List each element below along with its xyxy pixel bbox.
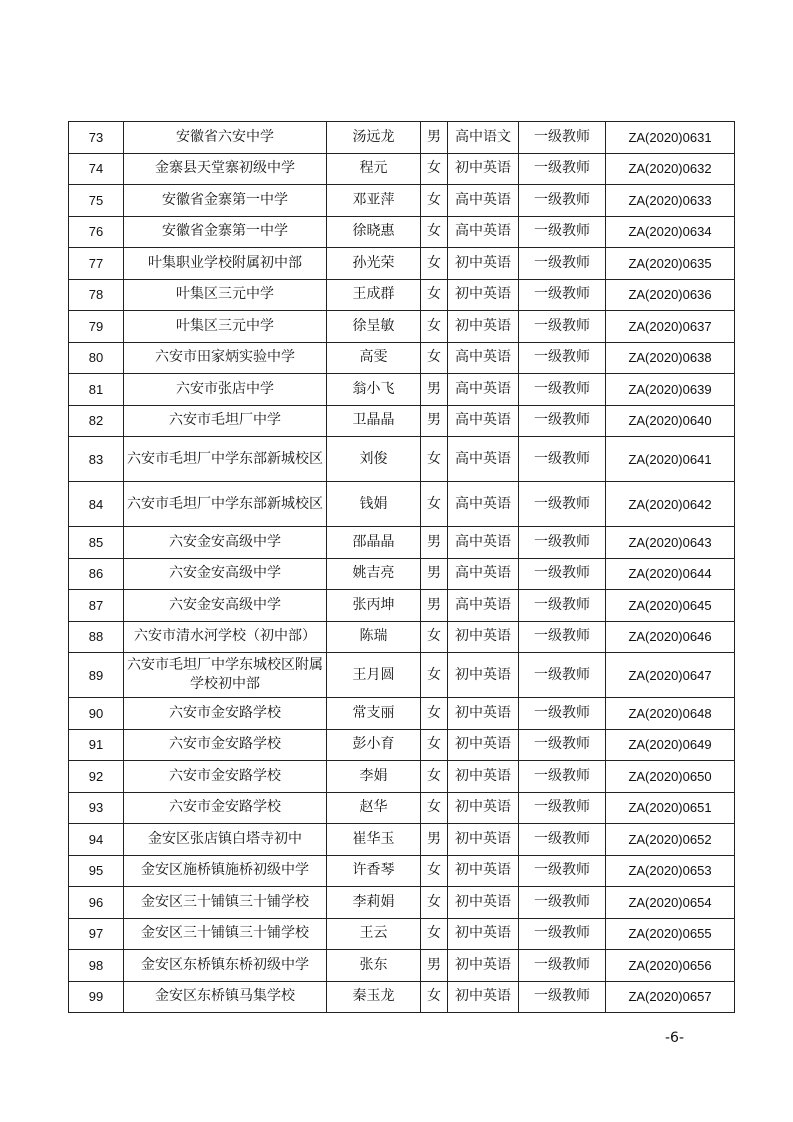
certificate-code-cell: ZA(2020)0639 xyxy=(606,374,735,406)
school-name-cell: 六安市毛坦厂中学 xyxy=(124,405,327,437)
gender-cell: 男 xyxy=(421,590,448,622)
row-number-cell: 74 xyxy=(69,153,124,185)
certificate-code-cell: ZA(2020)0650 xyxy=(606,761,735,793)
table-row xyxy=(69,855,735,887)
row-number-cell: 93 xyxy=(69,792,124,824)
table-row xyxy=(69,185,735,217)
row-number-cell: 73 xyxy=(69,122,124,154)
teacher-name-cell: 翁小飞 xyxy=(327,374,421,406)
row-number-cell: 88 xyxy=(69,621,124,653)
gender-cell: 女 xyxy=(421,185,448,217)
subject-cell: 初中英语 xyxy=(448,981,519,1013)
certificate-code-cell: ZA(2020)0652 xyxy=(606,824,735,856)
row-number-cell: 84 xyxy=(69,482,124,527)
subject-cell: 初中英语 xyxy=(448,153,519,185)
table-row xyxy=(69,761,735,793)
table-row xyxy=(69,950,735,982)
title-level-cell: 一级教师 xyxy=(519,761,606,793)
certificate-code-cell: ZA(2020)0649 xyxy=(606,729,735,761)
school-name-cell: 金安区三十铺镇三十铺学校 xyxy=(124,918,327,950)
table-row xyxy=(69,437,735,482)
subject-cell: 高中英语 xyxy=(448,405,519,437)
school-name-cell: 金安区三十铺镇三十铺学校 xyxy=(124,887,327,919)
school-name-cell: 六安金安高级中学 xyxy=(124,590,327,622)
subject-cell: 初中英语 xyxy=(448,761,519,793)
table-row xyxy=(69,216,735,248)
teacher-name-cell: 陈瑞 xyxy=(327,621,421,653)
gender-cell: 女 xyxy=(421,698,448,730)
teacher-name-cell: 徐晓惠 xyxy=(327,216,421,248)
row-number-cell: 91 xyxy=(69,729,124,761)
row-number-cell: 85 xyxy=(69,527,124,559)
title-level-cell: 一级教师 xyxy=(519,279,606,311)
title-level-cell: 一级教师 xyxy=(519,621,606,653)
school-name-cell: 六安市金安路学校 xyxy=(124,761,327,793)
gender-cell: 男 xyxy=(421,405,448,437)
teacher-name-cell: 姚吉亮 xyxy=(327,558,421,590)
subject-cell: 初中英语 xyxy=(448,653,519,698)
table-row xyxy=(69,981,735,1013)
gender-cell: 男 xyxy=(421,527,448,559)
row-number-cell: 92 xyxy=(69,761,124,793)
subject-cell: 高中英语 xyxy=(448,558,519,590)
teacher-name-cell: 许香琴 xyxy=(327,855,421,887)
school-name-cell: 六安金安高级中学 xyxy=(124,527,327,559)
teacher-name-cell: 李莉娟 xyxy=(327,887,421,919)
school-name-cell: 叶集职业学校附属初中部 xyxy=(124,248,327,280)
gender-cell: 女 xyxy=(421,216,448,248)
certificate-code-cell: ZA(2020)0635 xyxy=(606,248,735,280)
table-row xyxy=(69,918,735,950)
table-row xyxy=(69,729,735,761)
subject-cell: 初中英语 xyxy=(448,824,519,856)
teacher-roster-table xyxy=(68,121,735,1013)
teacher-name-cell: 孙光荣 xyxy=(327,248,421,280)
title-level-cell: 一级教师 xyxy=(519,981,606,1013)
subject-cell: 高中英语 xyxy=(448,216,519,248)
school-name-cell: 六安市毛坦厂中学东部新城校区 xyxy=(124,482,327,527)
teacher-name-cell: 邵晶晶 xyxy=(327,527,421,559)
certificate-code-cell: ZA(2020)0642 xyxy=(606,482,735,527)
certificate-code-cell: ZA(2020)0633 xyxy=(606,185,735,217)
certificate-code-cell: ZA(2020)0653 xyxy=(606,855,735,887)
school-name-cell: 金安区东桥镇马集学校 xyxy=(124,981,327,1013)
gender-cell: 女 xyxy=(421,729,448,761)
title-level-cell: 一级教师 xyxy=(519,153,606,185)
school-name-cell: 金安区施桥镇施桥初级中学 xyxy=(124,855,327,887)
row-number-cell: 83 xyxy=(69,437,124,482)
row-number-cell: 95 xyxy=(69,855,124,887)
teacher-name-cell: 彭小育 xyxy=(327,729,421,761)
gender-cell: 女 xyxy=(421,761,448,793)
gender-cell: 女 xyxy=(421,153,448,185)
table-row xyxy=(69,279,735,311)
certificate-code-cell: ZA(2020)0631 xyxy=(606,122,735,154)
title-level-cell: 一级教师 xyxy=(519,216,606,248)
certificate-code-cell: ZA(2020)0647 xyxy=(606,653,735,698)
school-name-cell: 安徽省金寨第一中学 xyxy=(124,216,327,248)
title-level-cell: 一级教师 xyxy=(519,342,606,374)
title-level-cell: 一级教师 xyxy=(519,437,606,482)
row-number-cell: 77 xyxy=(69,248,124,280)
title-level-cell: 一级教师 xyxy=(519,887,606,919)
subject-cell: 初中英语 xyxy=(448,918,519,950)
row-number-cell: 86 xyxy=(69,558,124,590)
gender-cell: 女 xyxy=(421,855,448,887)
subject-cell: 高中英语 xyxy=(448,590,519,622)
teacher-name-cell: 秦玉龙 xyxy=(327,981,421,1013)
table-row xyxy=(69,482,735,527)
title-level-cell: 一级教师 xyxy=(519,653,606,698)
gender-cell: 男 xyxy=(421,558,448,590)
row-number-cell: 80 xyxy=(69,342,124,374)
subject-cell: 初中英语 xyxy=(448,248,519,280)
gender-cell: 女 xyxy=(421,482,448,527)
certificate-code-cell: ZA(2020)0648 xyxy=(606,698,735,730)
title-level-cell: 一级教师 xyxy=(519,950,606,982)
title-level-cell: 一级教师 xyxy=(519,248,606,280)
table-row xyxy=(69,792,735,824)
certificate-code-cell: ZA(2020)0656 xyxy=(606,950,735,982)
subject-cell: 高中英语 xyxy=(448,527,519,559)
school-name-cell: 叶集区三元中学 xyxy=(124,279,327,311)
teacher-name-cell: 张东 xyxy=(327,950,421,982)
title-level-cell: 一级教师 xyxy=(519,855,606,887)
teacher-name-cell: 程元 xyxy=(327,153,421,185)
subject-cell: 初中英语 xyxy=(448,855,519,887)
table-row xyxy=(69,311,735,343)
page-number: -6- xyxy=(665,1030,685,1046)
gender-cell: 女 xyxy=(421,342,448,374)
teacher-name-cell: 卫晶晶 xyxy=(327,405,421,437)
row-number-cell: 82 xyxy=(69,405,124,437)
row-number-cell: 90 xyxy=(69,698,124,730)
gender-cell: 女 xyxy=(421,918,448,950)
title-level-cell: 一级教师 xyxy=(519,405,606,437)
school-name-cell: 安徽省六安中学 xyxy=(124,122,327,154)
gender-cell: 女 xyxy=(421,653,448,698)
gender-cell: 男 xyxy=(421,374,448,406)
table-row xyxy=(69,122,735,154)
title-level-cell: 一级教师 xyxy=(519,729,606,761)
school-name-cell: 六安市张店中学 xyxy=(124,374,327,406)
table-row xyxy=(69,405,735,437)
teacher-name-cell: 刘俊 xyxy=(327,437,421,482)
title-level-cell: 一级教师 xyxy=(519,527,606,559)
row-number-cell: 89 xyxy=(69,653,124,698)
gender-cell: 女 xyxy=(421,887,448,919)
title-level-cell: 一级教师 xyxy=(519,482,606,527)
certificate-code-cell: ZA(2020)0638 xyxy=(606,342,735,374)
subject-cell: 高中英语 xyxy=(448,342,519,374)
gender-cell: 女 xyxy=(421,311,448,343)
subject-cell: 初中英语 xyxy=(448,792,519,824)
subject-cell: 初中英语 xyxy=(448,621,519,653)
school-name-cell: 六安市金安路学校 xyxy=(124,698,327,730)
row-number-cell: 75 xyxy=(69,185,124,217)
row-number-cell: 94 xyxy=(69,824,124,856)
subject-cell: 初中英语 xyxy=(448,729,519,761)
title-level-cell: 一级教师 xyxy=(519,590,606,622)
teacher-name-cell: 汤远龙 xyxy=(327,122,421,154)
title-level-cell: 一级教师 xyxy=(519,698,606,730)
title-level-cell: 一级教师 xyxy=(519,122,606,154)
table-row xyxy=(69,527,735,559)
teacher-name-cell: 高雯 xyxy=(327,342,421,374)
certificate-code-cell: ZA(2020)0654 xyxy=(606,887,735,919)
teacher-name-cell: 王云 xyxy=(327,918,421,950)
certificate-code-cell: ZA(2020)0655 xyxy=(606,918,735,950)
table-row xyxy=(69,824,735,856)
table-row xyxy=(69,621,735,653)
row-number-cell: 81 xyxy=(69,374,124,406)
gender-cell: 男 xyxy=(421,950,448,982)
gender-cell: 男 xyxy=(421,122,448,154)
certificate-code-cell: ZA(2020)0637 xyxy=(606,311,735,343)
teacher-name-cell: 王月圆 xyxy=(327,653,421,698)
school-name-cell: 安徽省金寨第一中学 xyxy=(124,185,327,217)
subject-cell: 初中英语 xyxy=(448,279,519,311)
subject-cell: 高中英语 xyxy=(448,374,519,406)
school-name-cell: 六安金安高级中学 xyxy=(124,558,327,590)
school-name-cell: 叶集区三元中学 xyxy=(124,311,327,343)
gender-cell: 女 xyxy=(421,248,448,280)
table-row xyxy=(69,342,735,374)
certificate-code-cell: ZA(2020)0645 xyxy=(606,590,735,622)
gender-cell: 女 xyxy=(421,621,448,653)
teacher-name-cell: 常支丽 xyxy=(327,698,421,730)
table-row xyxy=(69,698,735,730)
title-level-cell: 一级教师 xyxy=(519,558,606,590)
table-row xyxy=(69,248,735,280)
teacher-name-cell: 王成群 xyxy=(327,279,421,311)
table-row xyxy=(69,653,735,698)
school-name-cell: 六安市金安路学校 xyxy=(124,729,327,761)
row-number-cell: 97 xyxy=(69,918,124,950)
gender-cell: 女 xyxy=(421,279,448,311)
school-name-cell: 六安市毛坦厂中学东城校区附属学校初中部 xyxy=(124,653,327,698)
teacher-name-cell: 邓亚萍 xyxy=(327,185,421,217)
teacher-name-cell: 崔华玉 xyxy=(327,824,421,856)
gender-cell: 男 xyxy=(421,824,448,856)
certificate-code-cell: ZA(2020)0634 xyxy=(606,216,735,248)
teacher-name-cell: 赵华 xyxy=(327,792,421,824)
certificate-code-cell: ZA(2020)0632 xyxy=(606,153,735,185)
table-row xyxy=(69,558,735,590)
teacher-name-cell: 张丙坤 xyxy=(327,590,421,622)
row-number-cell: 96 xyxy=(69,887,124,919)
subject-cell: 高中英语 xyxy=(448,482,519,527)
school-name-cell: 金安区张店镇白塔寺初中 xyxy=(124,824,327,856)
school-name-cell: 六安市田家炳实验中学 xyxy=(124,342,327,374)
table-row xyxy=(69,153,735,185)
gender-cell: 女 xyxy=(421,981,448,1013)
row-number-cell: 98 xyxy=(69,950,124,982)
title-level-cell: 一级教师 xyxy=(519,374,606,406)
certificate-code-cell: ZA(2020)0643 xyxy=(606,527,735,559)
certificate-code-cell: ZA(2020)0657 xyxy=(606,981,735,1013)
subject-cell: 高中英语 xyxy=(448,185,519,217)
certificate-code-cell: ZA(2020)0636 xyxy=(606,279,735,311)
title-level-cell: 一级教师 xyxy=(519,185,606,217)
certificate-code-cell: ZA(2020)0641 xyxy=(606,437,735,482)
certificate-code-cell: ZA(2020)0644 xyxy=(606,558,735,590)
certificate-code-cell: ZA(2020)0651 xyxy=(606,792,735,824)
table-row xyxy=(69,887,735,919)
title-level-cell: 一级教师 xyxy=(519,824,606,856)
table-row xyxy=(69,374,735,406)
certificate-code-cell: ZA(2020)0646 xyxy=(606,621,735,653)
title-level-cell: 一级教师 xyxy=(519,918,606,950)
row-number-cell: 79 xyxy=(69,311,124,343)
title-level-cell: 一级教师 xyxy=(519,792,606,824)
subject-cell: 初中英语 xyxy=(448,887,519,919)
row-number-cell: 99 xyxy=(69,981,124,1013)
subject-cell: 初中英语 xyxy=(448,311,519,343)
subject-cell: 高中语文 xyxy=(448,122,519,154)
row-number-cell: 78 xyxy=(69,279,124,311)
subject-cell: 初中英语 xyxy=(448,950,519,982)
subject-cell: 高中英语 xyxy=(448,437,519,482)
school-name-cell: 六安市毛坦厂中学东部新城校区 xyxy=(124,437,327,482)
teacher-name-cell: 李娟 xyxy=(327,761,421,793)
school-name-cell: 六安市金安路学校 xyxy=(124,792,327,824)
roster-body xyxy=(69,122,735,1013)
gender-cell: 女 xyxy=(421,437,448,482)
school-name-cell: 金安区东桥镇东桥初级中学 xyxy=(124,950,327,982)
row-number-cell: 76 xyxy=(69,216,124,248)
school-name-cell: 金寨县天堂寨初级中学 xyxy=(124,153,327,185)
title-level-cell: 一级教师 xyxy=(519,311,606,343)
teacher-name-cell: 徐呈敏 xyxy=(327,311,421,343)
table-row xyxy=(69,590,735,622)
row-number-cell: 87 xyxy=(69,590,124,622)
teacher-name-cell: 钱娟 xyxy=(327,482,421,527)
certificate-code-cell: ZA(2020)0640 xyxy=(606,405,735,437)
gender-cell: 女 xyxy=(421,792,448,824)
subject-cell: 初中英语 xyxy=(448,698,519,730)
school-name-cell: 六安市清水河学校（初中部） xyxy=(124,621,327,653)
